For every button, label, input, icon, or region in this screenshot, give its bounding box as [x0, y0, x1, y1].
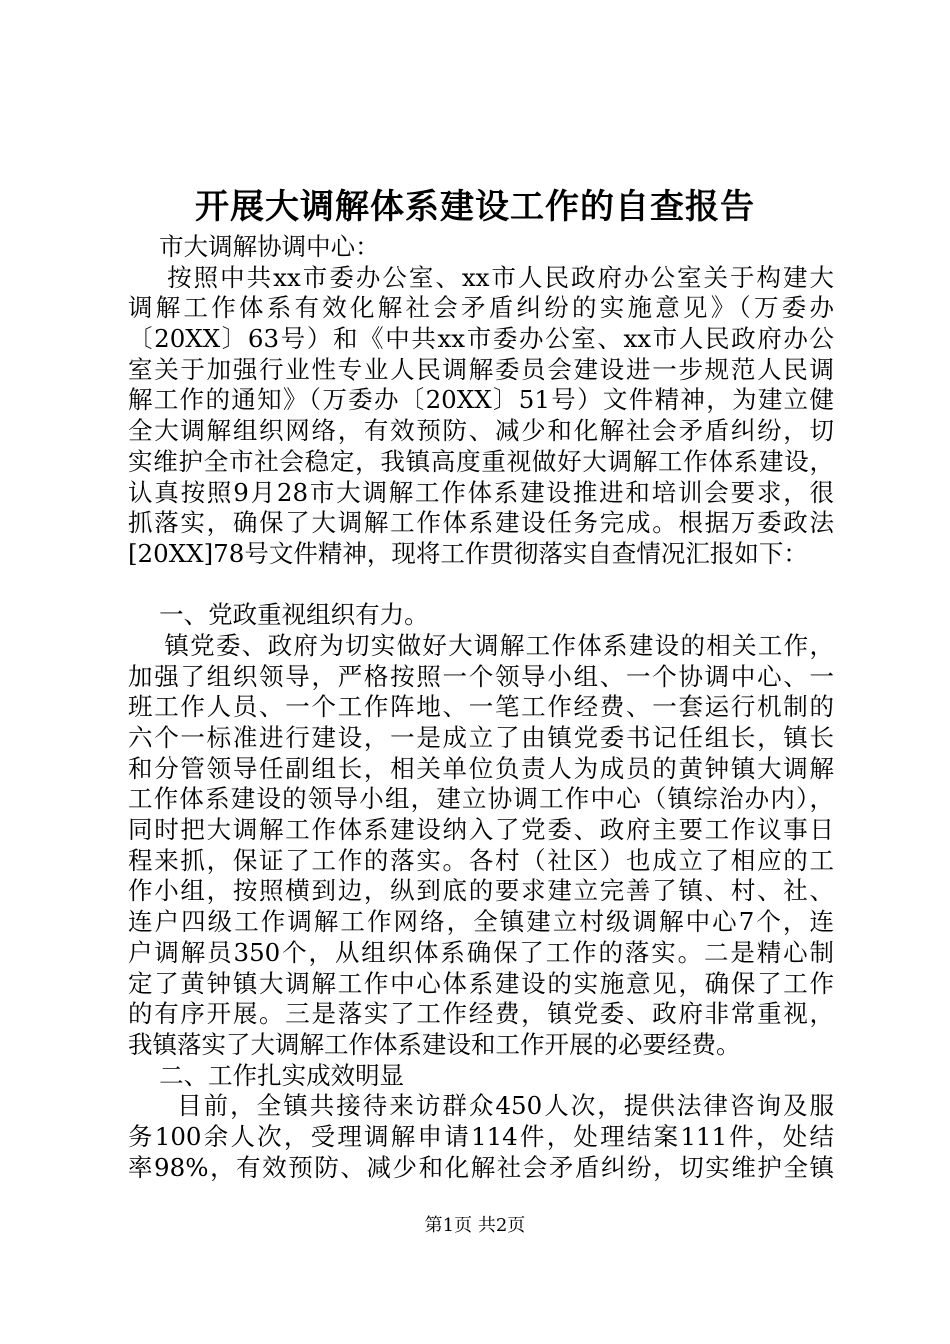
- body-line: 认真按照9月28市大调解工作体系建设推进和培训会要求，很: [128, 477, 834, 507]
- body-line: 作小组，按照横到边，纵到底的要求建立完善了镇、村、社、: [128, 876, 834, 906]
- body-line: 抓落实，确保了大调解工作体系建设任务完成。根据万委政法: [128, 508, 834, 538]
- body-line: 实维护全市社会稳定，我镇高度重视做好大调解工作体系建设，: [128, 446, 834, 476]
- body-line: 〔20XX〕63号）和《中共xx市委办公室、xx市人民政府办公: [128, 324, 834, 354]
- body-line: 连户四级工作调解工作网络，全镇建立村级调解中心7个，连: [128, 907, 834, 937]
- document-body: [128, 232, 834, 1183]
- body-line: 按照中共xx市委办公室、xx市人民政府办公室关于构建大: [128, 262, 834, 292]
- body-line: 率98%，有效预防、减少和化解社会矛盾纠纷，切实维护全镇: [128, 1152, 834, 1182]
- blank-line: [128, 570, 834, 601]
- body-line: 六个一标准进行建设，一是成立了由镇党委书记任组长，镇长: [128, 723, 834, 752]
- body-line: 解工作的通知》（万委办〔20XX〕51号）文件精神，为建立健: [128, 385, 834, 415]
- body-line: 定了黄钟镇大调解工作中心体系建设的实施意见，确保了工作: [128, 968, 834, 998]
- body-line: 的有序开展。三是落实了工作经费，镇党委、政府非常重视，: [128, 999, 834, 1029]
- body-line: 同时把大调解工作体系建设纳入了党委、政府主要工作议事日: [128, 815, 834, 845]
- body-line: 一、党政重视组织有力。: [128, 600, 429, 630]
- page-footer: 第1页 共2页: [424, 1215, 526, 1236]
- body-line: 务100余人次，受理调解申请114件，处理结案111件，处结: [128, 1121, 834, 1151]
- body-line: 市大调解协调中心：: [128, 232, 380, 261]
- body-line: 程来抓，保证了工作的落实。各村（社区）也成立了相应的工: [128, 845, 834, 875]
- body-line: 加强了组织领导，严格按照一个领导小组、一个协调中心、一: [128, 661, 834, 691]
- body-line: 工作体系建设的领导小组，建立协调工作中心（镇综治办内），: [128, 784, 834, 814]
- body-line: 户调解员350个，从组织体系确保了工作的落实。二是精心制: [128, 937, 834, 967]
- body-line: [20XX]78号文件精神，现将工作贯彻落实自查情况汇报如下：: [128, 538, 808, 568]
- body-line: 室关于加强行业性专业人民调解委员会建设进一步规范人民调: [128, 354, 834, 384]
- body-line: 班工作人员、一个工作阵地、一笔工作经费、一套运行机制的: [128, 692, 834, 722]
- body-line: 目前，全镇共接待来访群众450人次，提供法律咨询及服: [128, 1091, 834, 1121]
- body-line: 和分管领导任副组长，相关单位负责人为成员的黄钟镇大调解: [128, 753, 834, 783]
- body-line: 我镇落实了大调解工作体系建设和工作开展的必要经费。: [128, 1029, 741, 1059]
- body-line: 二、工作扎实成效明显: [128, 1060, 405, 1090]
- body-line: 全大调解组织网络，有效预防、减少和化解社会矛盾纠纷，切: [128, 416, 834, 446]
- body-line: 镇党委、政府为切实做好大调解工作体系建设的相关工作，: [128, 630, 834, 660]
- body-line: 调解工作体系有效化解社会矛盾纠纷的实施意见》（万委办: [128, 293, 834, 323]
- document-title: 开展大调解体系建设工作的自查报告: [195, 187, 755, 227]
